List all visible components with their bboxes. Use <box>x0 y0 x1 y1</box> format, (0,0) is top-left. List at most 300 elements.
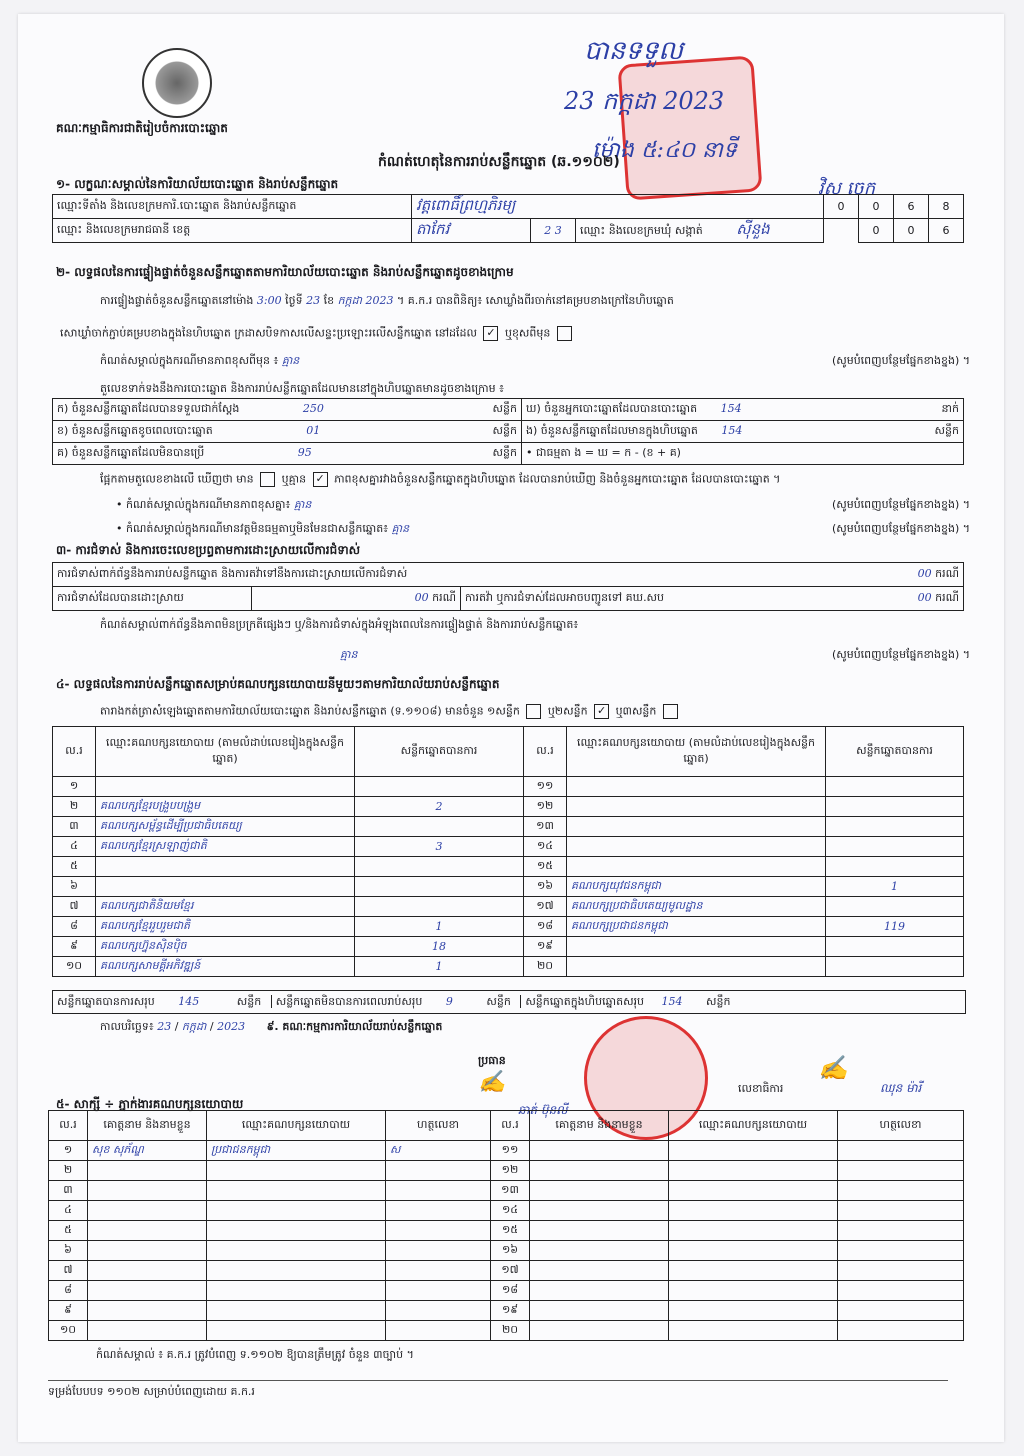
witness-party <box>669 1261 838 1281</box>
witness-signature <box>386 1201 491 1221</box>
results-row <box>53 897 964 917</box>
witness-row <box>49 1141 964 1161</box>
col-party-right: ឈ្មោះគណបក្សនយោបាយ (តាមលំដាប់លេខរៀងក្នុងសន្លឹកឆ្នោត) <box>567 727 826 777</box>
one-sheet-checkbox[interactable] <box>526 704 541 719</box>
witness-no: ១៩ <box>491 1301 530 1321</box>
party-no: ៨ <box>53 917 96 937</box>
figures-table <box>52 398 964 465</box>
three-sheets-checkbox[interactable] <box>663 704 678 719</box>
party-name <box>96 857 355 877</box>
witness-name <box>530 1241 669 1261</box>
total-box-label: សន្លឹកឆ្នោតក្នុងហិបឆ្នោតសរុប <box>520 995 644 1008</box>
secretary-label: លេខាធិការ <box>738 1082 784 1095</box>
witness-party <box>669 1141 838 1161</box>
verification-prefix: ការផ្ទៀងផ្ទាត់ចំនួនសន្លឹកឆ្នោតនៅម៉ោង <box>100 294 254 307</box>
witness-row <box>49 1161 964 1181</box>
commune-code-3: 6 <box>929 219 964 243</box>
party-name: គណបក្សសម្ព័ន្ធដើម្បីប្រជាធិបតេយ្យ <box>96 817 355 837</box>
discrepancy-line <box>100 472 970 489</box>
witness-no: ២ <box>49 1161 88 1181</box>
total-box-value: 154 <box>661 995 683 1008</box>
witness-signature <box>838 1221 964 1241</box>
discrepancy-none-label: ឬគ្មាន <box>281 472 307 486</box>
witness-name <box>530 1201 669 1221</box>
col-no-right: ល.រ <box>524 727 567 777</box>
chair-label: ប្រធាន <box>478 1054 506 1067</box>
witness-party <box>669 1181 838 1201</box>
fill-note-4: (សូមបំពេញបន្ថែមផ្នែកខាងខ្នង) ។ <box>831 648 970 661</box>
results-row <box>53 777 964 797</box>
spoiled-value: 01 <box>306 423 321 437</box>
irregularities-note-value: គ្មាន <box>340 648 358 661</box>
witness-name <box>88 1281 207 1301</box>
party-name <box>96 777 355 797</box>
party-votes <box>826 817 964 837</box>
fill-note-3: (សូមបំពេញបន្ថែមផ្នែកខាងខ្នង) ។ <box>831 522 970 535</box>
fill-note-1: (សូមបំពេញបន្ថែមផ្នែកខាងខ្នង) ។ <box>831 354 970 367</box>
results-row <box>53 937 964 957</box>
results-row <box>53 877 964 897</box>
party-no: ១៥ <box>524 857 567 877</box>
resolved-unit: ករណី <box>432 590 456 604</box>
party-votes: 1 <box>826 877 964 897</box>
witness-row <box>49 1261 964 1281</box>
witness-signature <box>386 1241 491 1261</box>
witness-name <box>530 1221 669 1241</box>
results-row <box>53 837 964 857</box>
witness-party <box>207 1261 386 1281</box>
section3-heading: ៣- ការជំទាស់ និងការចេះលេខប្រព្ធតាមការដោះស្រាយលើការជំទាស់ <box>56 543 361 557</box>
spoiled-unit: សន្លឹក <box>492 423 517 437</box>
date-year: 2023 <box>217 1020 246 1033</box>
witness-col-sign-left: ហត្ថលេខា <box>386 1111 491 1141</box>
witness-col-sign-right: ហត្ថលេខា <box>838 1111 964 1141</box>
party-name <box>567 837 826 857</box>
witness-signature <box>386 1321 491 1341</box>
witness-signature <box>838 1281 964 1301</box>
witness-party <box>207 1161 386 1181</box>
witness-no: ៤ <box>49 1201 88 1221</box>
section4-heading: ៤- លទ្ធផលនៃការរាប់សន្លឹកឆ្នោតសម្រាប់គណបក្សនយោបាយនីមួយៗតាមការិយាល័យរាប់សន្លឹកឆ្នោត <box>56 677 500 691</box>
verification-month-label: ខែ <box>323 294 335 307</box>
party-votes <box>826 937 964 957</box>
results-row <box>53 797 964 817</box>
witness-no: ៩ <box>49 1301 88 1321</box>
party-votes <box>355 777 524 797</box>
witness-col-no-right: ល.រ <box>491 1111 530 1141</box>
received-unit: សន្លឹក <box>492 401 517 415</box>
section2-heading: ២- លទ្ធផលនៃការផ្ទៀងផ្ទាត់ចំនួនសន្លឹកឆ្នោតតាមការិយាល័យបោះឆ្នោត និងរាប់សន្លឹកឆ្នោតដូចខាងក្រោម <box>56 265 514 279</box>
party-no: ១៨ <box>524 917 567 937</box>
unused-unit: សន្លឹក <box>492 445 517 459</box>
party-no: ៧ <box>53 897 96 917</box>
abnormal-note-value: គ្មាន <box>391 522 410 535</box>
witness-name <box>530 1261 669 1281</box>
party-name: គណបក្សប្រជាធិបតេយ្យមូលដ្ឋាន <box>567 897 826 917</box>
col-party-left: ឈ្មោះគណបក្សនយោបាយ (តាមលំដាប់លេខរៀងក្នុងសន្លឹកឆ្នោត) <box>96 727 355 777</box>
three-sheets-label: ឬ៣សន្លឹក <box>615 704 657 718</box>
witness-signature <box>386 1261 491 1281</box>
witness-name <box>88 1221 207 1241</box>
party-votes <box>826 857 964 877</box>
witness-signature <box>838 1241 964 1261</box>
committee-name: គណៈកម្មាធិការជាតិរៀបចំការបោះឆ្នោត <box>56 121 228 135</box>
party-votes <box>826 957 964 977</box>
party-name: គណបក្សយុវជនកម្ពុជា <box>567 877 826 897</box>
party-no: ២ <box>53 797 96 817</box>
witness-row <box>49 1221 964 1241</box>
section1-table <box>52 194 964 243</box>
changed-label: ឬខុសពីមុន <box>504 326 551 340</box>
verification-year: 2023 <box>365 294 394 307</box>
witness-party <box>207 1241 386 1261</box>
tally-sheet-line <box>100 704 681 721</box>
witness-party <box>207 1281 386 1301</box>
party-no: ១៧ <box>524 897 567 917</box>
station-code-1: 0 <box>824 195 859 219</box>
witness-party <box>669 1281 838 1301</box>
witness-party <box>207 1221 386 1241</box>
witness-signature <box>838 1181 964 1201</box>
witness-party: ប្រជាជនកម្ពុជា <box>207 1141 386 1161</box>
witness-no: ៦ <box>49 1241 88 1261</box>
total-invalid-label: សន្លឹកឆ្នោតមិនបានការពេលរាប់សរុប <box>271 995 423 1008</box>
verification-suffix: ។ គ.ក.រ បានពិនិត្យ៖ សោឃ្លាំងពីរចាក់នៅគម្របខាងក្រៅនៃហិបឆ្នោត <box>397 294 674 307</box>
date-month: កក្កដា <box>181 1020 207 1033</box>
party-no: ៤ <box>53 837 96 857</box>
witness-col-party-right: ឈ្មោះគណបក្សនយោបាយ <box>669 1111 838 1141</box>
results-table <box>52 726 964 977</box>
discrepancy-note-label: • កំណត់សម្គាល់ក្នុងករណីមានភាពខុសគ្នា៖ <box>116 498 291 511</box>
abnormal-note-label: • កំណត់សម្គាល់ក្នុងករណីមានវត្តមិនធម្មតាឬមិនមែនជាសន្លឹកឆ្នោត៖ <box>116 522 389 535</box>
party-votes <box>355 877 524 897</box>
witness-name <box>530 1281 669 1301</box>
witness-col-party-left: ឈ្មោះគណបក្សនយោបាយ <box>207 1111 386 1141</box>
party-votes: 119 <box>826 917 964 937</box>
party-no: ១៦ <box>524 877 567 897</box>
party-name: គណបក្សហ្វ៊ុនស៊ិនប៉ិច <box>96 937 355 957</box>
received-label: ក) ចំនួនសន្លឹកឆ្នោតដែលបានទទួលជាក់ស្តែង <box>57 401 240 415</box>
results-row <box>53 817 964 837</box>
lock-seal-text: សោឃ្លាំចាក់ភ្ជាប់គម្របខាងក្នុងនៃហិបឆ្នោត ក្រដាសបិទកាសលើសន្ទះប្រឡោះរលើសន្លឹកឆ្នោត នៅដដែល <box>60 326 477 340</box>
witness-no: ១៤ <box>491 1201 530 1221</box>
date-day: 23 <box>157 1020 172 1033</box>
party-name <box>567 797 826 817</box>
chair-signature: ✍ <box>478 1070 506 1095</box>
commune-code-1: 0 <box>859 219 894 243</box>
witness-party <box>669 1301 838 1321</box>
witness-no: ១៥ <box>491 1221 530 1241</box>
no-discrepancy-checkbox[interactable]: ✓ <box>313 472 328 487</box>
date-line: កាលបរិច្ឆេទ៖ 23 / កក្កដា / 2023 ៩. គណៈកម្មការការិយាល័យរាប់សន្លឹកឆ្នោត <box>100 1020 443 1033</box>
witness-name <box>530 1321 669 1341</box>
handwritten-sign-note: វិស ចេក <box>818 178 876 199</box>
party-name <box>567 817 826 837</box>
witness-name <box>530 1141 669 1161</box>
station-code-3: 6 <box>894 195 929 219</box>
province-value: តាកែវ <box>412 219 531 243</box>
formula: • ជាធម្មតា ង = ឃ = ក - (ខ + គ) <box>522 443 964 465</box>
appealed-unit: ករណី <box>935 590 959 604</box>
witness-name <box>88 1301 207 1321</box>
changed-checkbox[interactable] <box>557 326 572 341</box>
witness-row <box>49 1181 964 1201</box>
witness-name: សុខ សុភ័ណ្ឌ <box>88 1141 207 1161</box>
party-votes: 18 <box>355 937 524 957</box>
witness-no: ១៣ <box>491 1181 530 1201</box>
voters-value: 154 <box>720 401 742 415</box>
results-row <box>53 857 964 877</box>
total-invalid-value: 9 <box>445 995 453 1008</box>
witness-no: ៧ <box>49 1261 88 1281</box>
col-votes-left: សន្លឹកឆ្នោតបានការ <box>355 727 524 777</box>
verification-line2 <box>60 326 575 343</box>
witness-col-name-left: គោត្តនាម និងនាមខ្លួន <box>88 1111 207 1141</box>
complaints-label: ការជំទាស់ពាក់ព័ន្ធនឹងការរាប់សន្លឹកឆ្នោត និងការតវ៉ាទៅនឹងការដោះស្រាយលើការជំទាស់ <box>57 566 408 580</box>
discrepancy-note-value: គ្មាន <box>293 498 312 511</box>
party-no: ៦ <box>53 877 96 897</box>
witness-name <box>88 1321 207 1341</box>
party-no: ១៤ <box>524 837 567 857</box>
party-no: ១១ <box>524 777 567 797</box>
spoiled-label: ខ) ចំនួនសន្លឹកឆ្នោតខូចពេលបោះឆ្នោត <box>57 423 213 437</box>
party-name: គណបក្សខ្មែរបង្រួបបង្រួម <box>96 797 355 817</box>
col-votes-right: សន្លឹកឆ្នោតបានការ <box>826 727 964 777</box>
witness-party <box>207 1321 386 1341</box>
witness-signature <box>386 1161 491 1181</box>
witness-signature <box>838 1141 964 1161</box>
witness-no: ១៧ <box>491 1261 530 1281</box>
party-name <box>567 777 826 797</box>
handwritten-date: 23 កក្កដា 2023 <box>564 87 725 115</box>
witness-row <box>49 1281 964 1301</box>
total-valid-label: សន្លឹកឆ្នោតបានការសរុប <box>57 995 155 1008</box>
witness-row <box>49 1301 964 1321</box>
appealed-value: 00 <box>917 590 932 604</box>
irregularities-note-label: កំណត់សម្គាល់ពាក់ព័ន្ធនឹងភាពមិនប្រក្រតីផ្សេងៗ ឬ/និងការជំទាស់ក្នុងអំឡុងពេលនៃការផ្ទៀងផ្ទាត់ និងការរាប់សន្លឹកឆ្នោត៖ <box>100 618 579 631</box>
witness-row <box>49 1321 964 1341</box>
party-name: គណបក្សជាតិនិយមខ្មែរ <box>96 897 355 917</box>
witness-no: ១៦ <box>491 1241 530 1261</box>
party-no: ៥ <box>53 857 96 877</box>
witness-no: ៣ <box>49 1181 88 1201</box>
verification-day: 23 <box>306 294 321 307</box>
footer-form-ref: ទម្រង់បែបបទ ១១០២ សម្រាប់បំពេញដោយ គ.ក.រ <box>48 1380 948 1401</box>
figures-intro: តួលេខទាក់ទងនឹងការបោះឆ្នោត និងការរាប់សន្លឹកឆ្នោតដែលមាននៅក្នុងហិបឆ្នោតមានដូចខាងក្រោម ៖ <box>100 382 504 395</box>
witness-signature <box>838 1201 964 1221</box>
witness-no: ១០ <box>49 1321 88 1341</box>
appealed-label: ការតវ៉ា ឬការជំទាស់ដែលអាចបញ្ជូនទៅ គឃ.សប <box>465 590 665 604</box>
ballot-count-form <box>18 14 1004 1442</box>
party-no: ២០ <box>524 957 567 977</box>
witness-signature <box>838 1301 964 1321</box>
witness-signature: ស <box>386 1141 491 1161</box>
complaints-table <box>52 562 964 611</box>
discrepancy-text: ភាពខុសគ្នារវាងចំនួនសន្លឹកឆ្នោតក្នុងហិបឆ្នោត ដែលបានរាប់ឃើញ និងចំនួនអ្នកបោះឆ្នោត ដែលបានបោះឆ្នោត ។ <box>334 472 781 486</box>
footer-note: កំណត់សម្គាល់ ៖ គ.ក.រ ត្រូវបំពេញ ទ.១១០២ ឱ្យបានត្រឹមត្រូវ ចំនួន ៣ច្បាប់ ។ <box>96 1348 414 1361</box>
province-code-1: 2 <box>544 224 552 237</box>
witness-signature <box>386 1181 491 1201</box>
party-no: ១០ <box>53 957 96 977</box>
date-label: កាលបរិច្ឆេទ៖ <box>100 1020 154 1033</box>
witness-signature <box>838 1261 964 1281</box>
station-code-4: 8 <box>929 195 964 219</box>
ballots-in-box-label: ង) ចំនួនសន្លឹកឆ្នោតដែលមានក្នុងហិបឆ្នោត <box>526 423 698 437</box>
party-name <box>96 877 355 897</box>
sign-committee: ៩. គណៈកម្មការការិយាល័យរាប់សន្លឹកឆ្នោត <box>266 1020 443 1033</box>
witness-no: ៨ <box>49 1281 88 1301</box>
total-valid-unit: សន្លឹក <box>236 995 262 1008</box>
red-seal-top <box>617 55 762 200</box>
station-code-2: 0 <box>859 195 894 219</box>
section5-heading: ៥- សាក្សី ÷ ភ្នាក់ងារគណបក្សនយោបាយ <box>56 1097 244 1111</box>
party-no: ៩ <box>53 937 96 957</box>
witness-party <box>669 1241 838 1261</box>
secretary-signature: ✍ <box>818 1054 848 1082</box>
witness-no: ១២ <box>491 1161 530 1181</box>
party-votes <box>826 797 964 817</box>
party-name: គណបក្សសាមគ្គីអភិវឌ្ឍន៍ <box>96 957 355 977</box>
province-label: ឈ្មោះ និងលេខក្រមរាជធានី ខេត្ត <box>53 219 412 243</box>
witness-name <box>88 1261 207 1281</box>
party-no: ៣ <box>53 817 96 837</box>
witness-party <box>669 1201 838 1221</box>
same-checkbox[interactable]: ✓ <box>483 326 498 341</box>
station-label: ឈ្មោះទីតាំង និងលេខក្រមការិ.បោះឆ្នោត និងរាប់សន្លឹកឆ្នោត <box>53 195 412 219</box>
abnormal-note <box>116 522 970 538</box>
fill-note-2: (សូមបំពេញបន្ថែមផ្នែកខាងខ្នង) ។ <box>831 498 970 511</box>
witness-no: ១៨ <box>491 1281 530 1301</box>
verification-time: 3:00 <box>256 294 282 307</box>
commune-value: ស៊ីនួង <box>736 219 770 238</box>
station-value: វត្តពោធិ៍ព្រហ្មភិរម្យ <box>412 195 824 219</box>
results-row <box>53 917 964 937</box>
witness-no: ១ <box>49 1141 88 1161</box>
party-name <box>567 937 826 957</box>
difference-note-line <box>100 354 970 370</box>
party-votes <box>355 817 524 837</box>
discrepancy-note <box>116 498 970 514</box>
party-name <box>567 857 826 877</box>
total-invalid-unit: សន្លឹក <box>486 995 511 1008</box>
witness-row <box>49 1241 964 1261</box>
witness-col-no-left: ល.រ <box>49 1111 88 1141</box>
party-no: ១៩ <box>524 937 567 957</box>
party-name: គណបក្សខ្មែរស្រឡាញ់ជាតិ <box>96 837 355 857</box>
party-votes <box>826 837 964 857</box>
witness-party <box>207 1301 386 1321</box>
unused-value: 95 <box>297 445 312 459</box>
chair-name: ឆាត់ ប៊ុនលី <box>518 1103 568 1117</box>
party-votes: 3 <box>355 837 524 857</box>
party-votes: 1 <box>355 917 524 937</box>
resolved-label: ការជំទាស់ដែលបានដោះស្រាយ <box>53 587 252 611</box>
witness-name <box>88 1181 207 1201</box>
witness-no: ១១ <box>491 1141 530 1161</box>
section1-heading: ១- លក្ខណៈសម្គាល់នៃការិយាល័យបោះឆ្នោត និងរាប់សន្លឹកឆ្នោត <box>56 177 339 191</box>
witness-name <box>530 1161 669 1181</box>
party-name <box>567 957 826 977</box>
witness-name <box>88 1241 207 1261</box>
handwritten-time: ម៉ោង ៥:៤០ នាទី <box>592 138 737 163</box>
ballots-in-box-unit: សន្លឹក <box>934 423 959 437</box>
party-name: គណបក្សប្រជាជនកម្ពុជា <box>567 917 826 937</box>
resolved-value: 00 <box>414 590 429 604</box>
ballots-in-box-value: 154 <box>721 423 743 437</box>
witness-party <box>207 1201 386 1221</box>
difference-note-value: គ្មាន <box>281 354 300 367</box>
commune-code-2: 0 <box>894 219 929 243</box>
witness-name <box>88 1201 207 1221</box>
party-votes <box>355 897 524 917</box>
handwritten-received: បានទទួល <box>584 36 684 66</box>
verification-month: កក្កដា <box>337 294 363 307</box>
results-row <box>53 957 964 977</box>
total-box-unit: សន្លឹក <box>706 995 731 1008</box>
tally-sheet-intro: តារាងកត់ត្រាសំឡេងឆ្នោតតាមការិយាល័យបោះឆ្នោត និងរាប់សន្លឹកឆ្នោត (ទ.១១០៨) មានចំនួន ១សន្លឹក <box>100 704 520 718</box>
difference-note-label: កំណត់សម្គាល់ក្នុងករណីមានភាពខុសពីមុន ៖ <box>100 354 279 367</box>
verification-line1 <box>100 294 970 310</box>
witness-party <box>669 1321 838 1341</box>
party-no: ១ <box>53 777 96 797</box>
witness-signature <box>838 1321 964 1341</box>
party-name: គណបក្សខ្មែររួបរួមជាតិ <box>96 917 355 937</box>
irregularities-note <box>60 648 970 664</box>
province-code-2: 3 <box>554 224 562 237</box>
witness-party <box>669 1221 838 1241</box>
witness-party <box>669 1161 838 1181</box>
party-votes <box>826 777 964 797</box>
party-no: ១២ <box>524 797 567 817</box>
voters-unit: នាក់ <box>941 401 959 415</box>
witness-signature <box>386 1221 491 1241</box>
has-discrepancy-checkbox[interactable] <box>260 472 275 487</box>
verification-day-label: ថ្ងៃទី <box>285 294 303 307</box>
total-valid-value: 145 <box>178 995 200 1008</box>
witness-party <box>207 1181 386 1201</box>
form-title: កំណត់ហេតុនៃការរាប់សន្លឹកឆ្នោត (ឆ.១១០២) <box>378 154 620 170</box>
unused-label: គ) ចំនួនសន្លឹកឆ្នោតដែលមិនបានប្រើ <box>57 445 205 459</box>
two-sheets-checkbox[interactable]: ✓ <box>594 704 609 719</box>
discrepancy-has-label: ផ្អែកតាមតួលេខខាងលើ ឃើញថា មាន <box>100 472 254 486</box>
party-votes: 2 <box>355 797 524 817</box>
nec-logo <box>142 48 212 118</box>
witness-table <box>48 1110 964 1341</box>
witness-name <box>530 1301 669 1321</box>
secretary-name: ឈុន ម៉ារី <box>880 1081 922 1095</box>
witness-name <box>530 1181 669 1201</box>
complaints-value: 00 <box>917 566 932 580</box>
witness-name <box>88 1161 207 1181</box>
complaints-unit: ករណី <box>935 566 959 580</box>
totals-line <box>52 990 966 1014</box>
voters-label: ឃ) ចំនួនអ្នកបោះឆ្នោតដែលបានបោះឆ្នោត <box>526 401 698 415</box>
col-no-left: ល.រ <box>53 727 96 777</box>
commune-label: ឈ្មោះ និងលេខក្រមឃុំ សង្កាត់ <box>580 223 703 237</box>
party-votes: 1 <box>355 957 524 977</box>
witness-signature <box>838 1161 964 1181</box>
witness-signature <box>386 1281 491 1301</box>
witness-col-name-right: គោត្តនាម និងនាមខ្លួន <box>530 1111 669 1141</box>
witness-row <box>49 1201 964 1221</box>
party-votes <box>355 857 524 877</box>
witness-no: ៥ <box>49 1221 88 1241</box>
party-votes <box>826 897 964 917</box>
two-sheets-label: ឬ២សន្លឹក <box>547 704 588 718</box>
received-value: 250 <box>302 401 324 415</box>
witness-no: ២០ <box>491 1321 530 1341</box>
witness-signature <box>386 1301 491 1321</box>
